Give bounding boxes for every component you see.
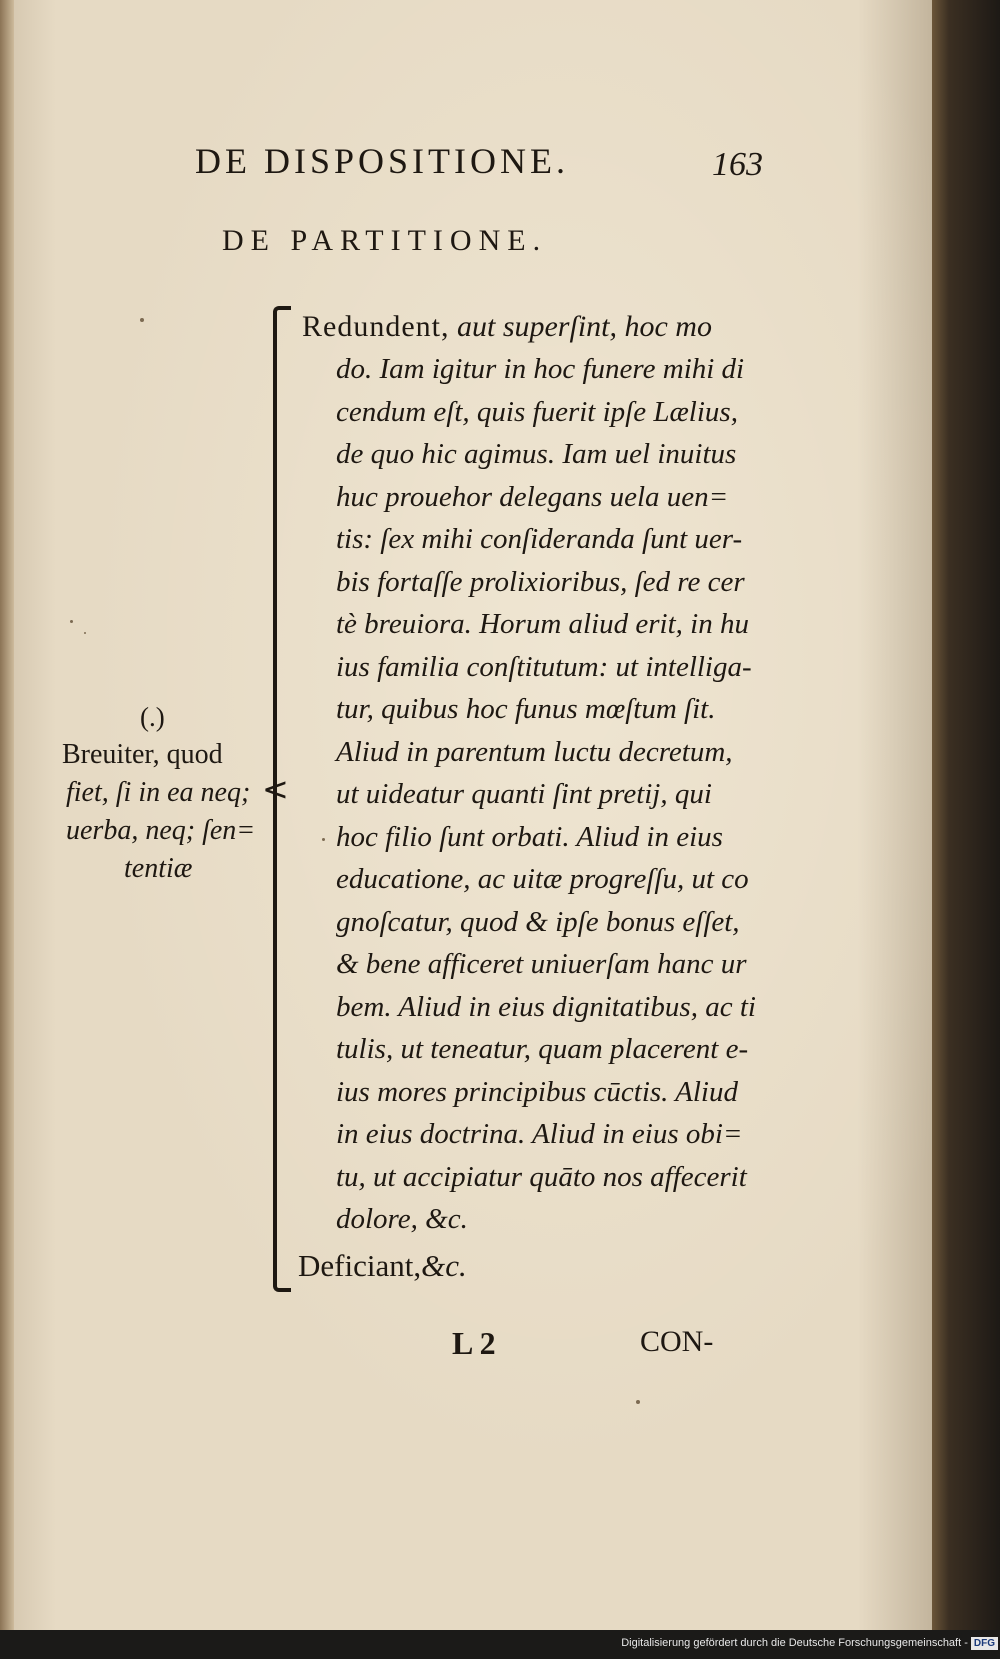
body-line: Aliud in parentum luctu decretum, [336,735,733,768]
item-text-deficiant: &c. [421,1248,467,1283]
body-line: tu, ut accipiatur quāto nos affecerit [336,1160,747,1193]
credit-text: Digitalisierung gefördert durch die Deutsche Forschungsgemeinschaft - [621,1637,968,1649]
item-text-redundent: aut superſint, hoc mo [449,310,712,343]
section-title: DE PARTITIONE. [222,224,548,257]
body-line: ut uideatur quanti ſint pretij, qui [336,778,712,810]
dfg-logo: DFG [971,1637,998,1650]
body-line: tulis, ut teneatur, quam placerent e- [336,1033,749,1065]
partition-item-body [336,348,776,1241]
paper-speck [70,620,73,623]
body-line: ius familia conſtitutum: ut intelliga- [336,650,752,683]
paper-speck [636,1400,640,1404]
body-line: do. Iam igitur in hoc funere mihi di [336,353,745,385]
body-line: cendum eſt, quis fuerit ipſe Lælius, [336,395,738,428]
item-lead-deficiant: Deficiant, [298,1248,422,1283]
marginal-line: Breuiter, quod [62,739,223,770]
body-line: tè breuiora. Horum aliud erit, in hu [336,608,749,640]
marginal-note [62,698,277,888]
body-line: bis fortaſſe prolixioribus, ſed re cer [336,565,745,598]
signature-mark: L 2 [452,1325,496,1361]
body-line: ius mores principibus cūctis. Aliud [336,1075,738,1108]
body-line: bem. Aliud in eius dignitatibus, ac ti [336,990,756,1023]
marginal-symbol: (.) [140,702,165,732]
paper-speck [140,318,144,322]
bracket-notch: < [262,770,289,808]
page-number: 163 [712,146,763,183]
body-line: tur, quibus hoc funus mœſtum ſit. [336,693,716,725]
running-head: DE DISPOSITIONE. [195,141,569,181]
paper-speck [84,632,86,634]
marginal-line: uerba, neq; ſen= [66,815,256,846]
body-line: de quo hic agimus. Iam uel inuitus [336,438,737,470]
digitization-credit [600,1637,998,1657]
partition-item-redundent [302,306,772,349]
marginal-line: tentiæ [124,853,193,884]
body-line: gnoſcatur, quod & ipſe bonus eſſet, [336,905,740,938]
body-line: tis: ſex mihi conſideranda ſunt uer- [336,523,743,555]
body-line: dolore, &c. [336,1203,468,1235]
page-left-edge [0,0,14,1630]
marginal-line: fiet, ſi in ea neq; [66,777,251,808]
partition-item-deficiant [298,1248,467,1284]
body-line: & bene afficeret uniuerſam hanc ur [336,948,747,980]
paper-speck [322,838,325,841]
catchword: CON- [640,1325,714,1358]
body-line: huc prouehor delegans uela uen= [336,480,729,513]
item-lead-redundent: Redundent, [302,310,450,343]
body-line: in eius doctrina. Aliud in eius obi= [336,1118,743,1150]
book-spine [932,0,1000,1630]
body-line: educatione, ac uitæ progreſſu, ut co [336,863,749,895]
body-line: hoc filio ſunt orbati. Aliud in eius [336,820,723,853]
